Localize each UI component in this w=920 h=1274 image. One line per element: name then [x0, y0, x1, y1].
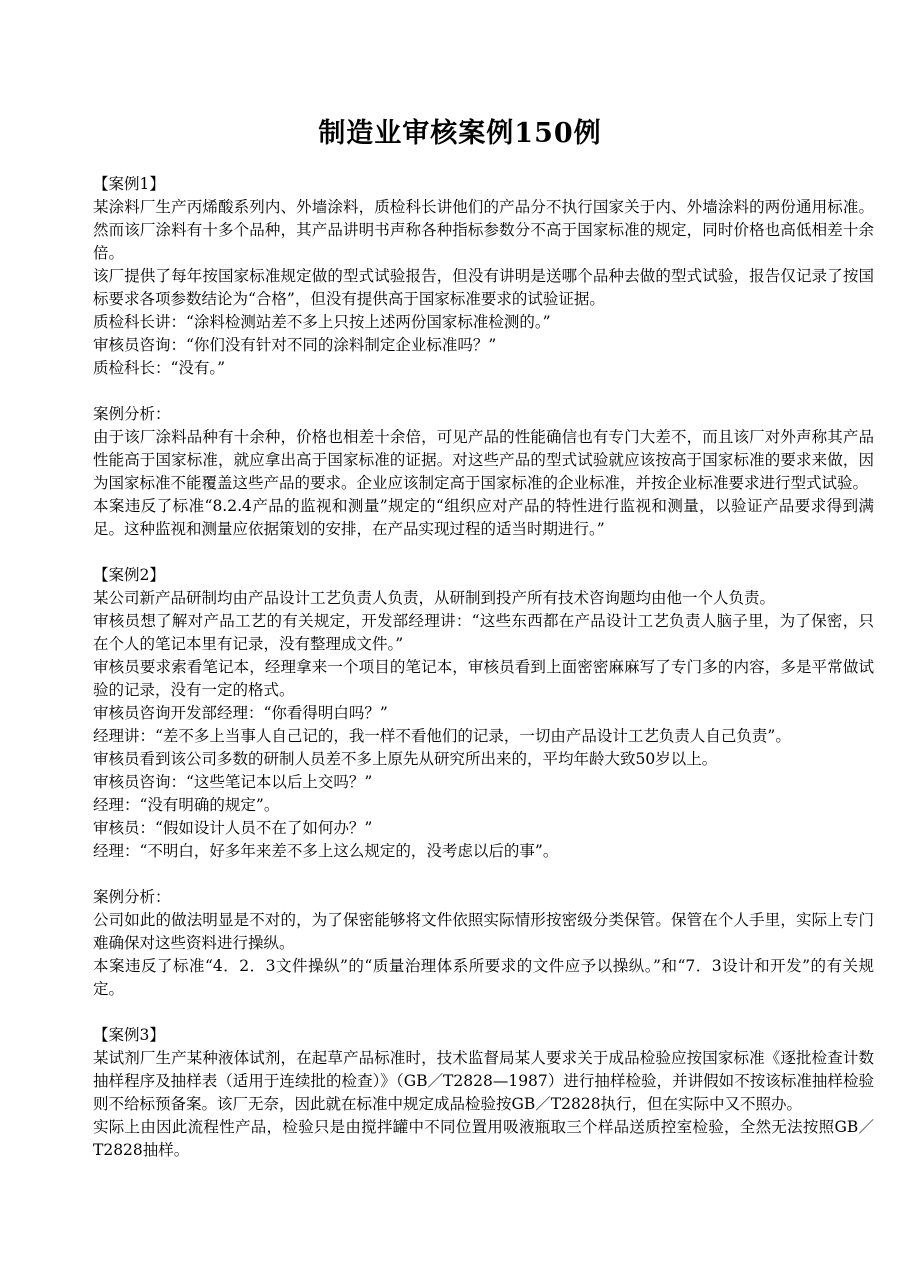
case-heading: 【案例2】 [93, 566, 165, 584]
spacer [93, 541, 874, 564]
paragraph: 审核员咨询：“这些笔记本以后上交吗？” [93, 773, 373, 791]
document-body [93, 173, 874, 1162]
paragraph: 审核员看到该公司多数的研制人员差不多上原先从研究所出来的，平均年龄大致50岁以上。 [93, 750, 718, 768]
case-heading: 【案例1】 [93, 175, 165, 193]
paragraph: 本案违反了标准“8.2.4产品的监视和测量”规定的“组织应对产品的特性进行监视和测量，以验证产品要求得到满足。这种监视和测量应依据策划的安排，在产品实现过程的适当时期进行。” [93, 497, 874, 538]
paragraph: 质检科长：“没有。” [93, 359, 226, 377]
paragraph: 实际上由因此流程性产品，检验只是由搅拌罐中不同位置用吸液瓶取三个样品送质控室检验，全然无法按照GB／T2828抽样。 [93, 1118, 874, 1159]
paragraph: 审核员：“假如设计人员不在了如何办？” [93, 819, 373, 837]
paragraph: 审核员咨询：“你们没有针对不同的涂料制定企业标准吗？” [93, 336, 497, 354]
paragraph: 某试剂厂生产某种液体试剂，在起草产品标准时，技术监督局某人要求关于成品检验应按国家标准《逐批检查计数抽样程序及抽样表（适用于连续批的检查）》（GB／T2828—1987）进行抽样检验，并讲假如不按该标准抽样检验则不给标预备案。该厂无奈，因此就在标准中规定成品检验按GB／T2828执行，但在实际中又不照办。 [93, 1049, 874, 1113]
paragraph: 审核员咨询开发部经理：“你看得明白吗？” [93, 704, 388, 722]
paragraph: 质检科长讲：“涂料检测站差不多上只按上述两份国家标准检测的。” [93, 313, 551, 331]
paragraph: 由于该厂涂料品种有十余种，价格也相差十余倍，可见产品的性能确信也有专门大差不，而且该厂对外声称其产品性能高于国家标准，就应拿出高于国家标准的证据。对这些产品的型式试验就应该按高于国家标准的要求来做，因为国家标准不能覆盖这些产品的要求。企业应该制定高于国家标准的企业标准，并按企业标准要求进行型式试验。 [93, 428, 874, 492]
paragraph: 该厂提供了每年按国家标准规定做的型式试验报告，但没有讲明是送哪个品种去做的型式试验，报告仅记录了按国标要求各项参数结论为“合格”，但没有提供高于国家标准要求的试验证据。 [93, 267, 874, 308]
paragraph: 某涂料厂生产丙烯酸系列内、外墙涂料，质检科长讲他们的产品分不执行国家关于内、外墙涂料的两份通用标准。然而该厂涂料有十多个品种，其产品讲明书声称各种指标参数分不高于国家标准的规定，同时价格也高低相差十余倍。 [93, 198, 874, 262]
spacer [93, 1001, 874, 1024]
paragraph: 审核员要求索看笔记本，经理拿来一个项目的笔记本，审核员看到上面密密麻麻写了专门多的内容，多是平常做试验的记录，没有一定的格式。 [93, 658, 874, 699]
document-title: 制造业审核案例150例 [318, 118, 602, 149]
paragraph: 经理：“没有明确的规定”。 [93, 796, 280, 814]
paragraph: 审核员想了解对产品工艺的有关规定，开发部经理讲：“这些东西都在产品设计工艺负责人脑子里，为了保密，只在个人的笔记本里有记录，没有整理成文件。” [93, 612, 874, 653]
paragraph: 本案违反了标准“4．2．3文件操纵”的“质量治理体系所要求的文件应予以操纵。”和“7．3设计和开发”的有关规定。 [93, 957, 874, 998]
analysis-label: 案例分析： [93, 888, 171, 906]
spacer [93, 380, 874, 403]
paragraph: 公司如此的做法明显是不对的，为了保密能够将文件依照实际情形按密级分类保管。保管在个人手里，实际上专门难确保对这些资料进行操纵。 [93, 911, 874, 952]
spacer [93, 863, 874, 886]
paragraph: 经理：“不明白，好多年来差不多上这么规定的，没考虑以后的事”。 [93, 842, 559, 860]
case-heading: 【案例3】 [93, 1026, 165, 1044]
paragraph: 经理讲：“差不多上当事人自己记的，我一样不看他们的记录，一切由产品设计工艺负责人自己负责”。 [93, 727, 791, 745]
paragraph: 某公司新产品研制均由产品设计工艺负责人负责，从研制到投产所有技术咨询题均由他一个人负责。 [93, 589, 776, 607]
analysis-label: 案例分析： [93, 405, 171, 423]
